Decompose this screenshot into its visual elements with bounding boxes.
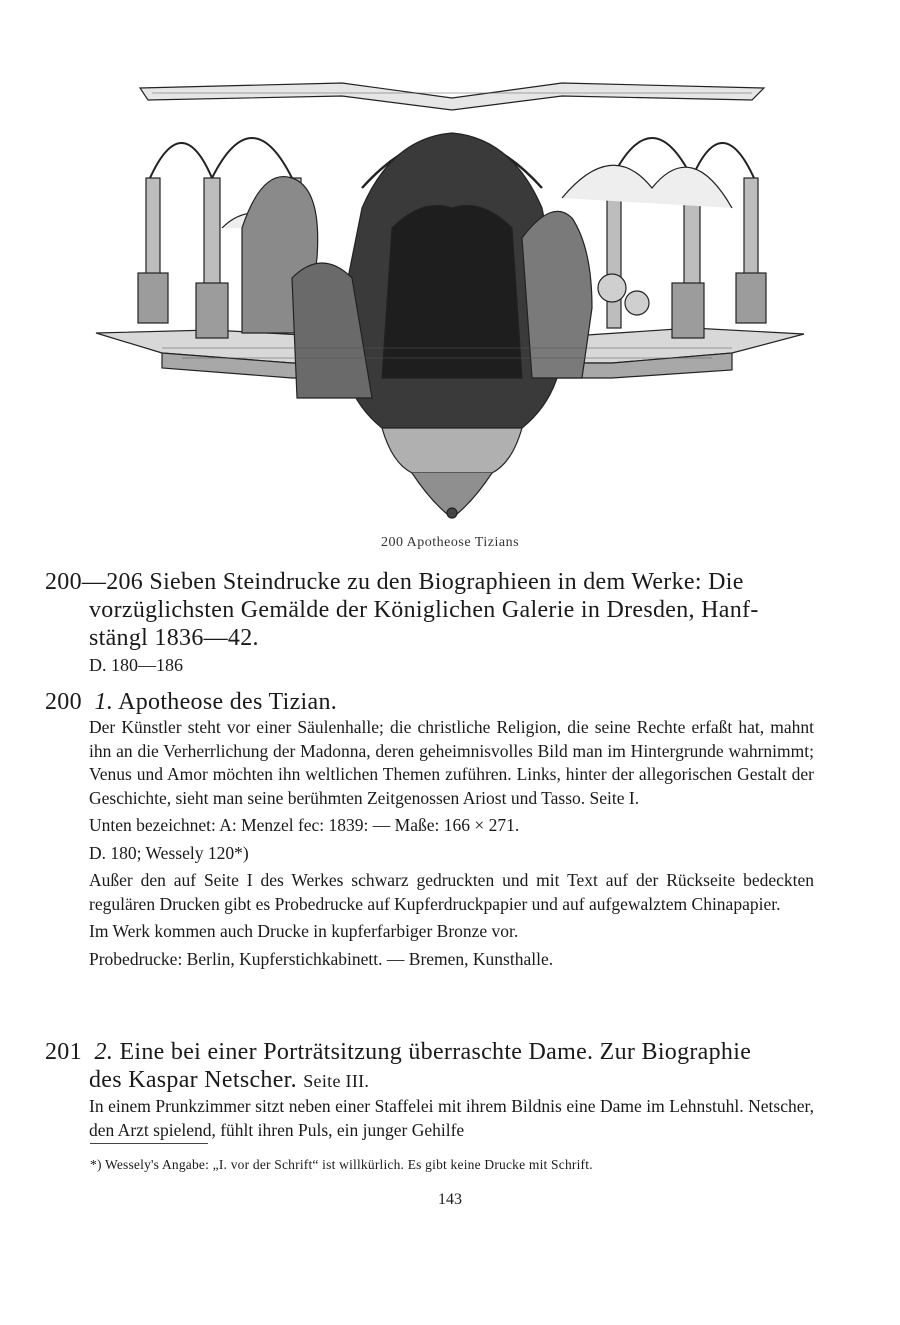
entry-200-bronze: Im Werk kommen auch Drucke in kupferfarbiger Bronze vor. (89, 921, 519, 941)
entry-200-206-reference: D. 180—186 (89, 655, 183, 675)
entry-200-206-heading-line3: stängl 1836—42. (89, 625, 259, 651)
entry-200-206-heading-line2: vorzüglichsten Gemälde der Königlichen Galerie in Dresden, Hanf- (89, 597, 759, 623)
entry-200-number: 200 (45, 689, 82, 715)
entry-200-reference: D. 180; Wessely 120*) (89, 842, 249, 863)
engraving-image (92, 78, 808, 523)
entry-201-number: 201 (45, 1039, 82, 1065)
entry-200-ordinal: 1. (94, 689, 114, 715)
footnote: *) Wessely's Angabe: „I. vor der Schrift“ ist willkürlich. Es gibt keine Drucke mit Schrift. (90, 1157, 593, 1172)
plate-caption: 200 Apotheose Tizians (380, 535, 520, 550)
page-number: 143 (438, 1191, 462, 1208)
entry-201 (45, 1038, 814, 1142)
entry-200-206-heading (45, 568, 814, 596)
entry-200-206-heading-line1: Sieben Steindrucke zu den Biographieen in dem Werke: Die (149, 569, 744, 595)
entry-200 (45, 688, 814, 971)
illustration-apotheose-tizians (92, 78, 808, 523)
entry-201-heading (45, 1038, 814, 1066)
entry-200-206-number: 200—206 (45, 569, 144, 595)
entry-200-description: Der Künstler steht vor einer Säulenhalle; die christliche Religion, die seine Rechte erfaßt hat, mahnt ihn an die Verherrlichung der Madonna, deren geheimnisvolles Bild man im Hintergrunde wahrnimmt; Venus und Amor möchten ihn weltlichen Themen zuführen. Links, hinter der allegorischen Gestalt der Geschichte, sieht man seine berühmten Zeitgenossen Ariost und Tasso. Seite I. (89, 717, 814, 808)
entry-201-title-line2: des Kaspar Netscher. (89, 1067, 297, 1093)
entry-201-ordinal: 2. (94, 1039, 114, 1065)
entry-200-proofs: Probedrucke: Berlin, Kupferstichkabinett. — Bremen, Kunsthalle. (89, 948, 554, 969)
entry-200-heading (45, 688, 814, 716)
entry-200-signature: Unten bezeichnet: A: Menzel fec: 1839: — Maße: 166 × 271. (89, 815, 520, 835)
entry-200-prints: Außer den auf Seite I des Werkes schwarz gedruckten und mit Text auf der Rückseite bedeckten regulären Drucken gibt es Probedrucke auf Kupferdruckpapier und auf aufgewalztem Chinapapier. (89, 870, 814, 914)
footnote-divider (90, 1143, 208, 1144)
entry-200-206 (45, 568, 814, 677)
entry-201-description: In einem Prunkzimmer sitzt neben einer Staffelei mit ihrem Bildnis eine Dame im Lehnstuhl. Netscher, den Arzt spielend, fühlt ihren Puls, ein junger Gehilfe (89, 1096, 814, 1140)
entry-201-page-ref: Seite III. (303, 1071, 370, 1091)
entry-200-title: Apotheose des Tizian. (118, 689, 338, 715)
entry-201-title-line2-row (89, 1066, 814, 1095)
entry-201-title-line1: Eine bei einer Porträtsitzung überraschte Dame. Zur Biographie (119, 1039, 752, 1065)
